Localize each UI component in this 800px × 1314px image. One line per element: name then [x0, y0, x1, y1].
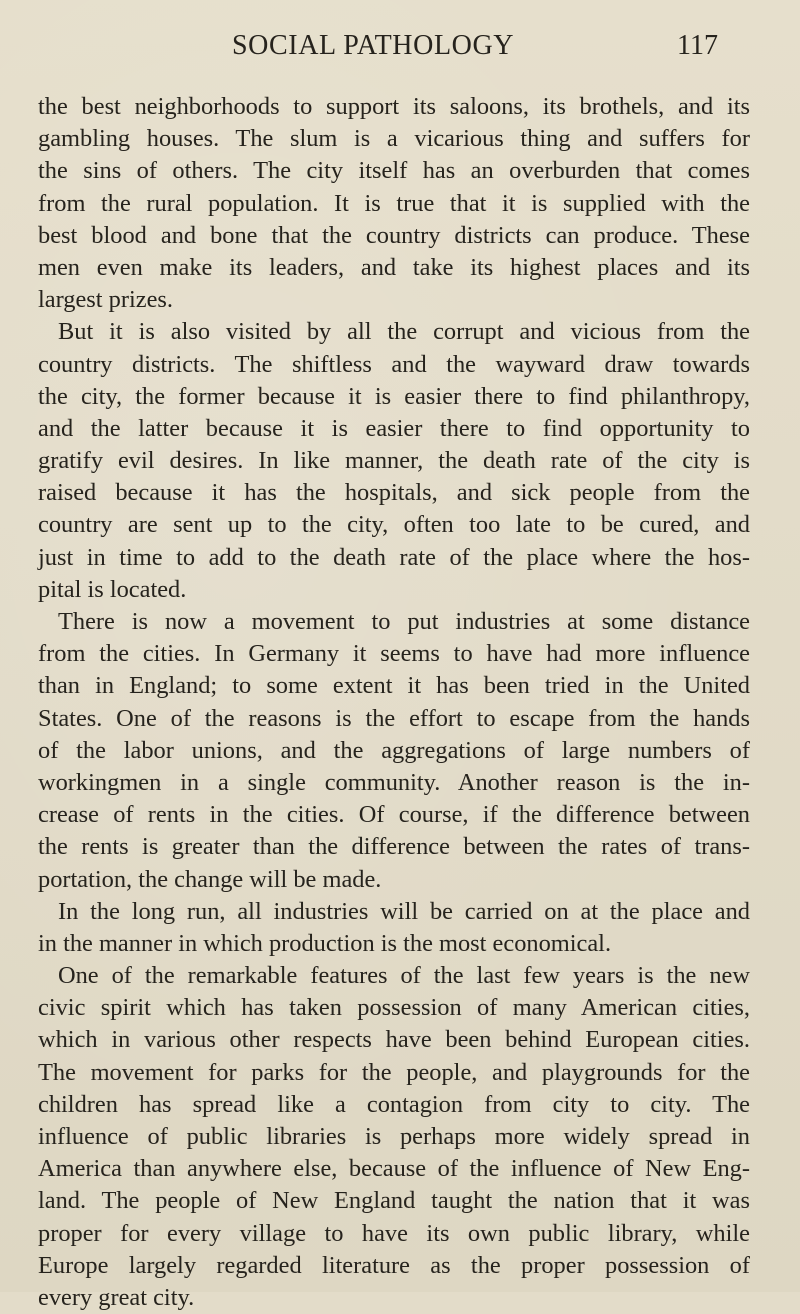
- text-line: from the rural population. It is true that it is supplied with the: [38, 189, 750, 217]
- text-line: crease of rents in the cities. Of course, if the difference between: [38, 801, 750, 829]
- text-line: proper for every village to have its own public library, while: [38, 1219, 750, 1247]
- text-line: of the labor unions, and the aggregations of large numbers of: [38, 736, 750, 764]
- text-line: America than anywhere else, because of the influence of New Eng-: [38, 1155, 750, 1183]
- running-head: [0, 30, 800, 74]
- text-line: Europe largely regarded literature as the proper possession of: [38, 1251, 750, 1279]
- text-line: in the manner in which production is the most economical.: [38, 929, 612, 957]
- page-number: 117: [677, 30, 718, 61]
- text-line: raised because it has the hospitals, and sick people from the: [38, 479, 750, 507]
- text-line: portation, the change will be made.: [38, 865, 382, 893]
- text-line: country are sent up to the city, often too late to be cured, and: [38, 511, 750, 539]
- text-line: than in England; to some extent it has been tried in the United: [38, 672, 750, 700]
- text-line: land. The people of New England taught the nation that it was: [38, 1187, 750, 1215]
- text-line: the rents is greater than the difference between the rates of trans-: [38, 833, 750, 861]
- text-line: the best neighborhoods to support its saloons, its brothels, and its: [38, 93, 750, 120]
- text-line: largest prizes.: [38, 286, 174, 314]
- text-line: the sins of others. The city itself has an overburden that comes: [38, 157, 750, 185]
- text-line: just in time to add to the death rate of the place where the hos-: [38, 543, 750, 571]
- text-line: pital is located.: [38, 575, 187, 603]
- text-line: which in various other respects have been behind European cities.: [38, 1026, 750, 1054]
- running-title: SOCIAL PATHOLOGY: [232, 30, 515, 61]
- text-line: the city, the former because it is easier there to find philanthropy,: [38, 382, 750, 410]
- text-line: The movement for parks for the people, and playgrounds for the: [38, 1058, 750, 1086]
- text-line: best blood and bone that the country districts can produce. These: [38, 221, 750, 249]
- text-line: from the cities. In Germany it seems to have had more influence: [38, 640, 750, 668]
- text-line: There is now a movement to put industries at some distance: [58, 608, 750, 635]
- text-line: every great city.: [38, 1283, 195, 1311]
- text-line: and the latter because it is easier there to find opportunity to: [38, 414, 750, 442]
- text-line: One of the remarkable features of the last few years is the new: [58, 962, 750, 990]
- text-line: civic spirit which has taken possession of many American cities,: [38, 994, 750, 1022]
- text-line: workingmen in a single community. Another reason is the in-: [38, 768, 750, 796]
- body-text: [38, 91, 750, 1314]
- text-line: influence of public libraries is perhaps more widely spread in: [38, 1123, 750, 1150]
- text-line: In the long run, all industries will be carried on at the place and: [58, 897, 750, 925]
- text-line: But it is also visited by all the corrupt and vicious from the: [58, 318, 750, 346]
- text-line: States. One of the reasons is the effort to escape from the hands: [38, 704, 750, 732]
- text-line: gambling houses. The slum is a vicarious thing and suffers for: [38, 125, 750, 153]
- text-line: country districts. The shiftless and the wayward draw towards: [38, 350, 750, 378]
- text-line: men even make its leaders, and take its highest places and its: [38, 253, 750, 281]
- text-line: gratify evil desires. In like manner, the death rate of the city is: [38, 447, 750, 475]
- text-line: children has spread like a contagion from city to city. The: [38, 1090, 750, 1118]
